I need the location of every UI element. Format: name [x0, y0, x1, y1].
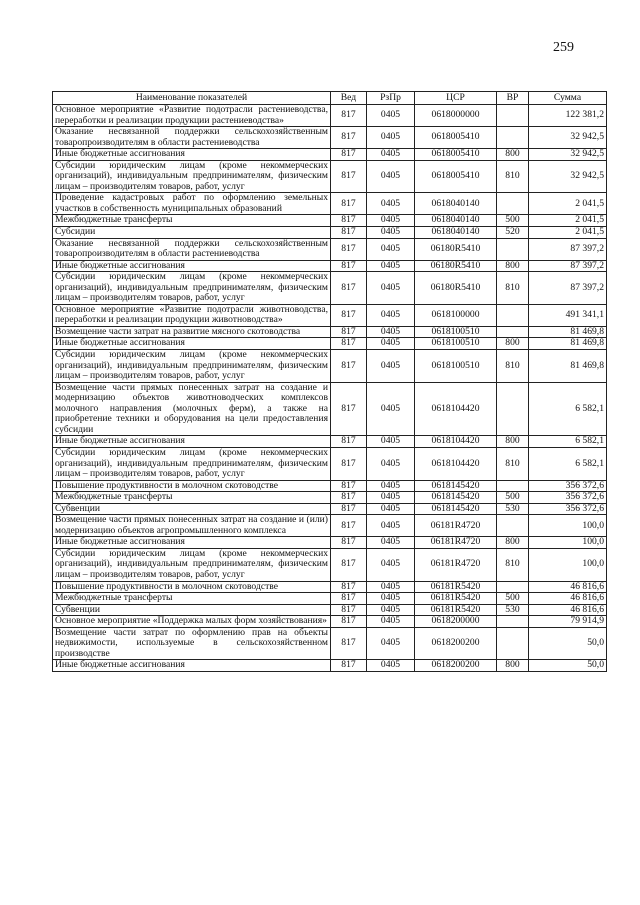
row-sum: 122 381,2: [529, 105, 607, 127]
table-row: [53, 548, 607, 581]
row-sum: 356 372,6: [529, 480, 607, 492]
row-vr: 530: [497, 503, 529, 515]
row-vr: 800: [497, 338, 529, 350]
row-ved: 817: [331, 326, 367, 338]
row-vr: 810: [497, 548, 529, 581]
row-rzpr: 0405: [367, 149, 415, 161]
table-row: [53, 593, 607, 605]
row-csr: 0618145420: [415, 492, 497, 504]
row-vr: [497, 238, 529, 260]
table-header-row: [53, 92, 607, 105]
row-rzpr: 0405: [367, 127, 415, 149]
row-ved: 817: [331, 160, 367, 193]
row-csr: 0618100510: [415, 350, 497, 383]
row-vr: [497, 127, 529, 149]
row-ved: 817: [331, 436, 367, 448]
row-sum: 81 469,8: [529, 338, 607, 350]
row-vr: 800: [497, 537, 529, 549]
row-vr: 810: [497, 272, 529, 305]
row-csr: 0618100000: [415, 304, 497, 326]
row-name: Субсидии юридическим лицам (кроме некоммерческих организаций), индивидуальным предпринимателям, физическим лицам – производителям товаров, работ, услуг: [53, 447, 331, 480]
row-csr: 0618145420: [415, 503, 497, 515]
row-ved: 817: [331, 503, 367, 515]
row-csr: 0618104420: [415, 382, 497, 436]
row-csr: 06180R5410: [415, 260, 497, 272]
row-sum: 6 582,1: [529, 382, 607, 436]
table-row: [53, 382, 607, 436]
row-csr: 06181R5420: [415, 581, 497, 593]
row-name: Основное мероприятие «Поддержка малых форм хозяйствования»: [53, 616, 331, 628]
row-rzpr: 0405: [367, 193, 415, 215]
table-row: [53, 436, 607, 448]
row-vr: 520: [497, 227, 529, 239]
row-sum: 87 397,2: [529, 238, 607, 260]
table-row: [53, 326, 607, 338]
row-rzpr: 0405: [367, 447, 415, 480]
row-csr: 0618100510: [415, 338, 497, 350]
row-csr: 06181R5420: [415, 604, 497, 616]
row-vr: 800: [497, 260, 529, 272]
row-ved: 817: [331, 338, 367, 350]
row-ved: 817: [331, 593, 367, 605]
row-name: Межбюджетные трансферты: [53, 215, 331, 227]
row-csr: 0618005410: [415, 149, 497, 161]
row-ved: 817: [331, 127, 367, 149]
row-rzpr: 0405: [367, 503, 415, 515]
row-sum: 32 942,5: [529, 149, 607, 161]
row-rzpr: 0405: [367, 326, 415, 338]
row-name: Проведение кадастровых работ по оформлению земельных участков в собственность муниципальных образований: [53, 193, 331, 215]
row-sum: 6 582,1: [529, 436, 607, 448]
row-rzpr: 0405: [367, 548, 415, 581]
table-row: [53, 160, 607, 193]
row-sum: 356 372,6: [529, 492, 607, 504]
row-vr: [497, 193, 529, 215]
row-rzpr: 0405: [367, 227, 415, 239]
row-name: Субсидии юридическим лицам (кроме некоммерческих организаций), индивидуальным предпринимателям, физическим лицам – производителям товаров, работ, услуг: [53, 272, 331, 305]
row-name: Оказание несвязанной поддержки сельскохозяйственным товаропроизводителям в области растениеводства: [53, 238, 331, 260]
table-row: [53, 304, 607, 326]
row-sum: 46 816,6: [529, 581, 607, 593]
table-row: [53, 215, 607, 227]
table-row: [53, 503, 607, 515]
table-row: [53, 581, 607, 593]
table-body: [53, 105, 607, 672]
row-csr: 0618104420: [415, 436, 497, 448]
row-name: Субвенции: [53, 604, 331, 616]
row-ved: 817: [331, 193, 367, 215]
row-name: Иные бюджетные ассигнования: [53, 338, 331, 350]
row-rzpr: 0405: [367, 537, 415, 549]
row-rzpr: 0405: [367, 215, 415, 227]
row-name: Иные бюджетные ассигнования: [53, 260, 331, 272]
row-name: Основное мероприятие «Развитие подотрасли растениеводства, переработки и реализации продукции растениеводства»: [53, 105, 331, 127]
row-vr: [497, 304, 529, 326]
table-row: [53, 515, 607, 537]
row-csr: 0618040140: [415, 215, 497, 227]
row-name: Иные бюджетные ассигнования: [53, 537, 331, 549]
row-ved: 817: [331, 215, 367, 227]
row-ved: 817: [331, 227, 367, 239]
row-sum: 2 041,5: [529, 227, 607, 239]
row-name: Повышение продуктивности в молочном скотоводстве: [53, 581, 331, 593]
row-csr: 0618100510: [415, 326, 497, 338]
header-name: Наименование показателей: [53, 92, 331, 105]
row-rzpr: 0405: [367, 616, 415, 628]
row-rzpr: 0405: [367, 581, 415, 593]
row-vr: 810: [497, 350, 529, 383]
row-sum: 87 397,2: [529, 272, 607, 305]
row-name: Субвенции: [53, 503, 331, 515]
row-ved: 817: [331, 492, 367, 504]
row-ved: 817: [331, 581, 367, 593]
row-name: Субсидии: [53, 227, 331, 239]
row-sum: 491 341,1: [529, 304, 607, 326]
row-sum: 2 041,5: [529, 215, 607, 227]
row-vr: [497, 581, 529, 593]
row-sum: 46 816,6: [529, 604, 607, 616]
row-rzpr: 0405: [367, 382, 415, 436]
row-vr: [497, 616, 529, 628]
row-vr: 500: [497, 593, 529, 605]
row-name: Субсидии юридическим лицам (кроме некоммерческих организаций), индивидуальным предпринимателям, физическим лицам – производителям товаров, работ, услуг: [53, 160, 331, 193]
row-sum: 79 914,9: [529, 616, 607, 628]
row-name: Повышение продуктивности в молочном скотоводстве: [53, 480, 331, 492]
row-csr: 06181R5420: [415, 593, 497, 605]
table-row: [53, 238, 607, 260]
row-csr: 0618104420: [415, 447, 497, 480]
row-vr: 800: [497, 436, 529, 448]
row-rzpr: 0405: [367, 350, 415, 383]
row-sum: 46 816,6: [529, 593, 607, 605]
row-ved: 817: [331, 616, 367, 628]
table-row: [53, 537, 607, 549]
row-vr: 810: [497, 447, 529, 480]
header-csr: ЦСР: [415, 92, 497, 105]
row-sum: 50,0: [529, 660, 607, 672]
row-vr: [497, 627, 529, 660]
row-rzpr: 0405: [367, 105, 415, 127]
row-vr: 800: [497, 149, 529, 161]
header-rzpr: РзПр: [367, 92, 415, 105]
row-vr: [497, 326, 529, 338]
page-number: 259: [553, 40, 574, 55]
row-csr: 0618005410: [415, 127, 497, 149]
row-ved: 817: [331, 272, 367, 305]
row-rzpr: 0405: [367, 593, 415, 605]
table-row: [53, 105, 607, 127]
row-rzpr: 0405: [367, 492, 415, 504]
row-rzpr: 0405: [367, 272, 415, 305]
row-name: Возмещение части затрат по оформлению прав на объекты недвижимости, используемые в сельскохозяйственном производстве: [53, 627, 331, 660]
table-row: [53, 660, 607, 672]
row-rzpr: 0405: [367, 480, 415, 492]
row-csr: 0618145420: [415, 480, 497, 492]
table-row: [53, 480, 607, 492]
row-csr: 0618000000: [415, 105, 497, 127]
table-row: [53, 127, 607, 149]
row-rzpr: 0405: [367, 160, 415, 193]
table-row: [53, 193, 607, 215]
row-rzpr: 0405: [367, 604, 415, 616]
row-ved: 817: [331, 480, 367, 492]
row-rzpr: 0405: [367, 660, 415, 672]
row-rzpr: 0405: [367, 260, 415, 272]
row-csr: 0618200200: [415, 627, 497, 660]
row-name: Основное мероприятие «Развитие подотрасли животноводства, переработки и реализации продукции животноводства»: [53, 304, 331, 326]
row-vr: [497, 105, 529, 127]
row-csr: 06180R5410: [415, 272, 497, 305]
header-vr: ВР: [497, 92, 529, 105]
row-vr: 810: [497, 160, 529, 193]
row-csr: 0618040140: [415, 227, 497, 239]
header-sum: Сумма: [529, 92, 607, 105]
row-name: Межбюджетные трансферты: [53, 593, 331, 605]
row-csr: 06181R4720: [415, 515, 497, 537]
row-sum: 32 942,5: [529, 160, 607, 193]
table-row: [53, 627, 607, 660]
table-row: [53, 492, 607, 504]
row-rzpr: 0405: [367, 436, 415, 448]
row-vr: 800: [497, 660, 529, 672]
row-name: Возмещение части прямых понесенных затрат на создание и (или) модернизацию объектов агропромышленного комплекса: [53, 515, 331, 537]
row-rzpr: 0405: [367, 338, 415, 350]
table-row: [53, 227, 607, 239]
row-sum: 100,0: [529, 515, 607, 537]
table-row: [53, 338, 607, 350]
row-ved: 817: [331, 382, 367, 436]
row-csr: 06181R4720: [415, 537, 497, 549]
table-row: [53, 350, 607, 383]
row-csr: 06181R4720: [415, 548, 497, 581]
row-sum: 100,0: [529, 537, 607, 549]
row-rzpr: 0405: [367, 238, 415, 260]
row-sum: 81 469,8: [529, 350, 607, 383]
row-name: Возмещение части прямых понесенных затрат на создание и модернизацию объектов животноводческих комплексов молочного направления (молочных ферм), а также на приобретение техники и оборудования на цели предоставления субсидии: [53, 382, 331, 436]
row-rzpr: 0405: [367, 304, 415, 326]
table-row: [53, 604, 607, 616]
row-vr: [497, 480, 529, 492]
row-vr: 530: [497, 604, 529, 616]
row-ved: 817: [331, 537, 367, 549]
row-ved: 817: [331, 238, 367, 260]
row-name: Иные бюджетные ассигнования: [53, 660, 331, 672]
row-name: Субсидии юридическим лицам (кроме некоммерческих организаций), индивидуальным предпринимателям, физическим лицам – производителям товаров, работ, услуг: [53, 548, 331, 581]
row-ved: 817: [331, 149, 367, 161]
row-vr: 500: [497, 492, 529, 504]
row-ved: 817: [331, 350, 367, 383]
row-name: Иные бюджетные ассигнования: [53, 436, 331, 448]
table-row: [53, 447, 607, 480]
row-ved: 817: [331, 660, 367, 672]
row-ved: 817: [331, 515, 367, 537]
row-ved: 817: [331, 260, 367, 272]
table-row: [53, 272, 607, 305]
row-name: Оказание несвязанной поддержки сельскохозяйственным товаропроизводителям в области растениеводства: [53, 127, 331, 149]
row-vr: [497, 515, 529, 537]
row-sum: 2 041,5: [529, 193, 607, 215]
table-row: [53, 149, 607, 161]
row-ved: 817: [331, 304, 367, 326]
row-name: Межбюджетные трансферты: [53, 492, 331, 504]
row-sum: 100,0: [529, 548, 607, 581]
table-row: [53, 616, 607, 628]
row-sum: 32 942,5: [529, 127, 607, 149]
row-ved: 817: [331, 627, 367, 660]
table-row: [53, 260, 607, 272]
row-name: Субсидии юридическим лицам (кроме некоммерческих организаций), индивидуальным предпринимателям, физическим лицам – производителям товаров, работ, услуг: [53, 350, 331, 383]
row-sum: 81 469,8: [529, 326, 607, 338]
row-ved: 817: [331, 548, 367, 581]
row-vr: 500: [497, 215, 529, 227]
row-ved: 817: [331, 447, 367, 480]
row-sum: 50,0: [529, 627, 607, 660]
row-vr: [497, 382, 529, 436]
header-ved: Вед: [331, 92, 367, 105]
row-csr: 0618040140: [415, 193, 497, 215]
row-ved: 817: [331, 105, 367, 127]
row-name: Возмещение части затрат на развитие мясного скотоводства: [53, 326, 331, 338]
row-rzpr: 0405: [367, 515, 415, 537]
row-csr: 0618005410: [415, 160, 497, 193]
row-csr: 0618200200: [415, 660, 497, 672]
row-sum: 6 582,1: [529, 447, 607, 480]
row-csr: 06180R5410: [415, 238, 497, 260]
row-rzpr: 0405: [367, 627, 415, 660]
row-ved: 817: [331, 604, 367, 616]
row-sum: 87 397,2: [529, 260, 607, 272]
row-sum: 356 372,6: [529, 503, 607, 515]
row-name: Иные бюджетные ассигнования: [53, 149, 331, 161]
row-csr: 0618200000: [415, 616, 497, 628]
budget-table: [52, 91, 607, 672]
